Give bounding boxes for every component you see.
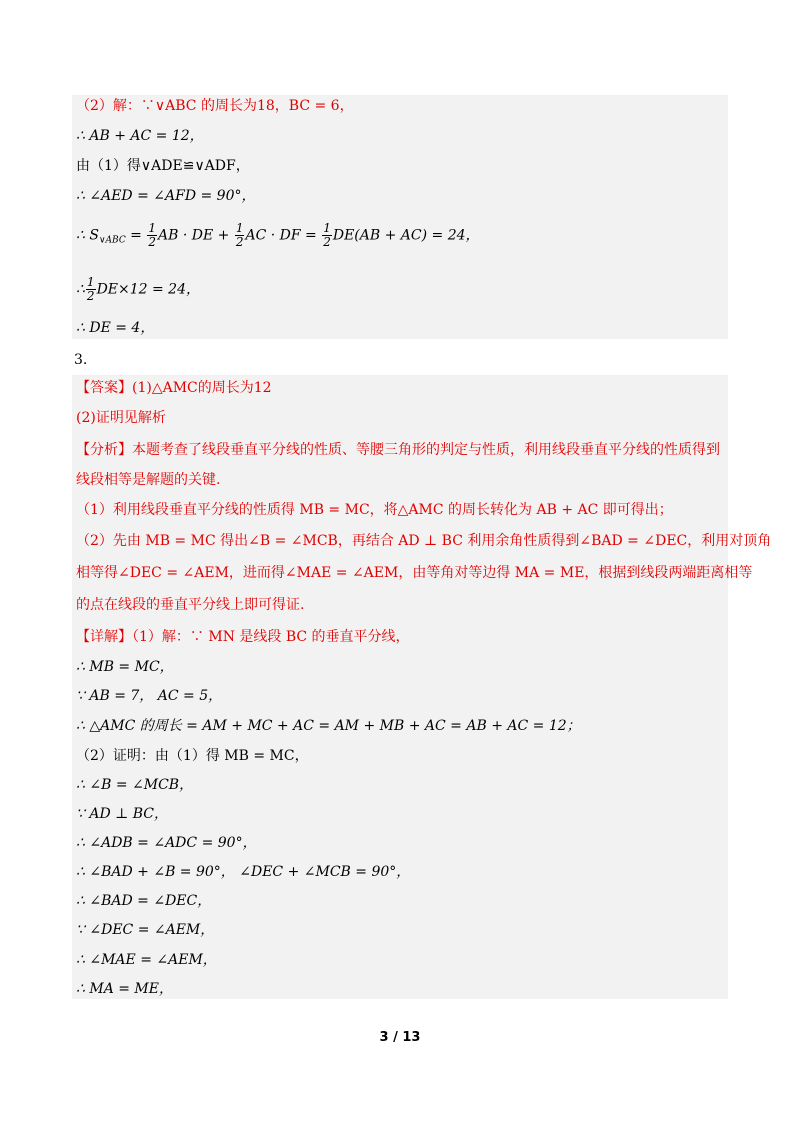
solution-line-2: ∴ AB + AC = 12，: [76, 128, 204, 144]
fraction-denominator: 2: [235, 235, 244, 249]
answer-line-1: 【答案】(1)△AMC的周长为12: [76, 380, 272, 396]
detail-line-4: ∴ △AMC 的周长 = AM + MC + AC = AM + MB + AC = AB + AC = 12；: [76, 718, 581, 734]
analysis-line-3: （1）利用线段垂直平分线的性质得 MB = MC，将△AMC 的周长转化为 AB + AC 即可得出；: [76, 502, 673, 518]
area-prefix: ∴ S: [76, 227, 99, 244]
fraction-half: [147, 222, 157, 249]
fraction-denominator: 2: [323, 235, 331, 249]
term-de-sum: DE(AB + AC) = 24，: [332, 227, 480, 244]
fraction-numerator: 1: [86, 275, 95, 289]
fraction-numerator: 1: [235, 221, 244, 235]
fraction-numerator: 1: [323, 221, 331, 235]
page-number: 3 / 13: [379, 1030, 421, 1045]
analysis-line-5: 相等得∠DEC = ∠AEM，进而得∠MAE = ∠AEM，由等角对等边得 MA = ME，根据到线段两端距离相等: [76, 565, 753, 581]
solution-line-5: [76, 222, 480, 251]
detail-line-10: ∴ ∠BAD = ∠DEC，: [76, 893, 212, 909]
fraction-numerator: 1: [148, 221, 156, 235]
detail-line-12: ∴ ∠MAE = ∠AEM，: [76, 952, 217, 968]
detail-line-11: ∵ ∠DEC = ∠AEM，: [76, 922, 215, 938]
term-ab-de: AB · DE +: [158, 227, 234, 244]
equals: =: [125, 227, 147, 244]
detail-line-5: （2）证明：由（1）得 MB = MC，: [76, 748, 309, 764]
detail-line-6: ∴ ∠B = ∠MCB，: [76, 777, 194, 793]
detail-line-2: ∴ MB = MC，: [76, 659, 174, 675]
solution-line-6: [76, 276, 200, 303]
analysis-line-1: 【分析】本题考查了线段垂直平分线的性质、等腰三角形的判定与性质，利用线段垂直平分线的性质得到: [76, 442, 720, 458]
question-number: 3.: [74, 352, 88, 368]
therefore-symbol: ∴: [76, 281, 85, 298]
detail-line-3: ∵ AB = 7， AC = 5，: [76, 688, 223, 704]
solution-line-1: （2）解：∵∨ABC 的周长为18，BC = 6，: [76, 98, 354, 114]
term-de-12: DE×12 = 24，: [96, 281, 200, 298]
detail-line-13: ∴ MA = ME，: [76, 981, 173, 997]
term-ac-df: AC · DF =: [245, 227, 322, 244]
fraction-denominator: 2: [86, 289, 95, 303]
answer-line-2: (2)证明见解析: [76, 410, 166, 426]
detail-line-1: 【详解】（1）解：∵ MN 是线段 BC 的垂直平分线，: [76, 629, 410, 645]
analysis-line-6: 的点在线段的垂直平分线上即可得证.: [76, 597, 305, 613]
detail-line-8: ∴ ∠ADB = ∠ADC = 90°，: [76, 835, 257, 851]
detail-line-9: ∴ ∠BAD + ∠B = 90°， ∠DEC + ∠MCB = 90°，: [76, 864, 411, 880]
fraction-half: [322, 222, 332, 249]
fraction-half: [235, 222, 245, 249]
solution-line-7: ∴ DE = 4，: [76, 320, 155, 336]
area-subscript: ∨ABC: [98, 235, 126, 246]
solution-line-3: 由（1）得∨ADE≌∨ADF，: [76, 158, 250, 174]
fraction-denominator: 2: [148, 235, 156, 249]
analysis-line-2: 线段相等是解题的关键.: [76, 472, 221, 488]
solution-line-4: ∴ ∠AED = ∠AFD = 90°，: [76, 188, 256, 204]
analysis-line-4: （2）先由 MB = MC 得出∠B = ∠MCB，再结合 AD ⊥ BC 利用余角性质得到∠BAD = ∠DEC，利用对顶角: [76, 533, 772, 549]
fraction-half: [86, 276, 96, 303]
detail-line-7: ∵ AD ⊥ BC，: [76, 806, 169, 822]
